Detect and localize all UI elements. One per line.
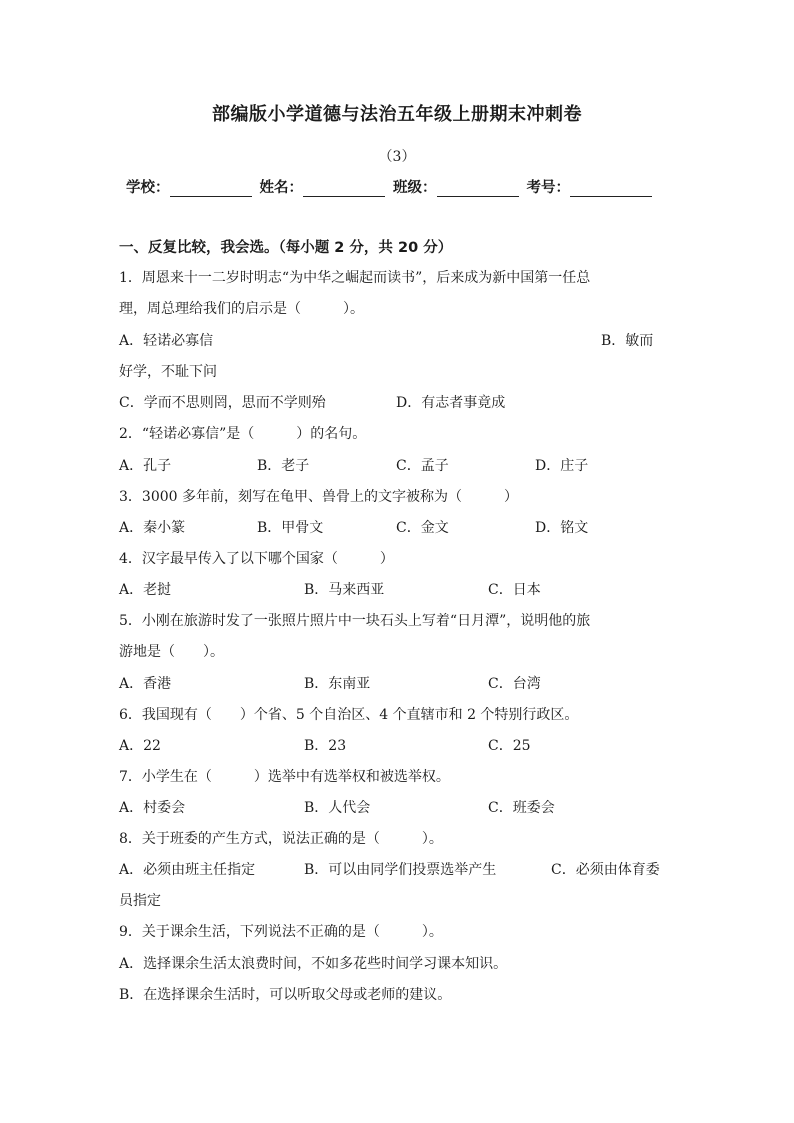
option-a: A．秦小篆	[119, 520, 186, 536]
exam-no-label: 考号：	[526, 180, 570, 196]
option-a: A．老挝	[119, 582, 172, 598]
option-b: B．东南亚	[304, 676, 371, 692]
option-a: A．必须由班主任指定	[119, 862, 256, 878]
option-d: D．有志者事竟成	[396, 395, 506, 411]
option-a: A．22	[119, 738, 161, 754]
question-stem: 8．关于班委的产生方式，说法正确的是（ ）。	[119, 831, 443, 847]
option-a: A．孔子	[119, 458, 172, 474]
question-stem: 2．“轻诺必寡信”是（ ）的名句。	[119, 426, 367, 442]
question-stem: 理，周总理给我们的启示是（ ）。	[119, 301, 364, 317]
option-c: C．25	[488, 738, 531, 754]
option-c: C．必须由体育委	[551, 862, 660, 878]
exam-no-blank[interactable]	[570, 180, 652, 197]
class-label: 班级：	[393, 180, 437, 196]
option-b: B．23	[304, 738, 347, 754]
option-a: A．轻诺必寡信	[119, 333, 214, 349]
name-label: 姓名：	[259, 180, 303, 196]
option-b: B．马来西亚	[304, 582, 385, 598]
question-stem: 6．我国现有（ ）个省、5 个自治区、4 个直辖市和 2 个特别行政区。	[119, 707, 579, 723]
question-stem: 4．汉字最早传入了以下哪个国家（ ）	[119, 551, 394, 567]
page-title: 部编版小学道德与法治五年级上册期末冲刺卷	[212, 104, 582, 125]
school-label: 学校：	[126, 180, 170, 196]
option-b-continued: 好学，不耻下问	[119, 364, 217, 380]
option-c: C．班委会	[488, 800, 555, 816]
option-b: B．敏而	[601, 333, 654, 349]
option-b: B．在选择课余生活时，可以听取父母或老师的建议。	[119, 987, 452, 1003]
question-stem: 5．小刚在旅游时发了一张照片照片中一块石头上写着“日月潭”，说明他的旅	[119, 613, 591, 629]
question-stem: 3．3000 多年前，刻写在龟甲、兽骨上的文字被称为（ ）	[119, 489, 518, 505]
section-heading: 一、反复比较，我会选。（每小题 2 分，共 20 分）	[119, 240, 453, 256]
page-subtitle: （3）	[378, 149, 416, 165]
student-info-row	[126, 175, 671, 197]
name-blank[interactable]	[303, 180, 385, 197]
option-b: B．可以由同学们投票选举产生	[304, 862, 497, 878]
question-stem: 游地是（ ）。	[119, 644, 224, 660]
question-stem: 1．周恩来十一二岁时明志“为中华之崛起而读书”，后来成为新中国第一任总	[119, 270, 591, 286]
question-stem: 9．关于课余生活，下列说法不正确的是（ ）。	[119, 924, 443, 940]
option-d: D．铭文	[535, 520, 589, 536]
option-d: D．庄子	[535, 458, 589, 474]
class-blank[interactable]	[437, 180, 519, 197]
option-b: B．人代会	[304, 800, 371, 816]
option-c: C．日本	[488, 582, 541, 598]
option-b: B．老子	[257, 458, 310, 474]
option-a: A．选择课余生活太浪费时间，不如多花些时间学习课本知识。	[119, 956, 508, 972]
option-a: A．香港	[119, 676, 172, 692]
school-blank[interactable]	[170, 180, 252, 197]
option-c: C．学而不思则罔，思而不学则殆	[119, 395, 326, 411]
question-stem: 7．小学生在（ ）选举中有选举权和被选举权。	[119, 769, 450, 785]
option-c: C．孟子	[396, 458, 449, 474]
option-c: C．台湾	[488, 676, 541, 692]
option-a: A．村委会	[119, 800, 186, 816]
option-b: B．甲骨文	[257, 520, 324, 536]
option-c: C．金文	[396, 520, 449, 536]
option-c-continued: 员指定	[119, 893, 161, 909]
